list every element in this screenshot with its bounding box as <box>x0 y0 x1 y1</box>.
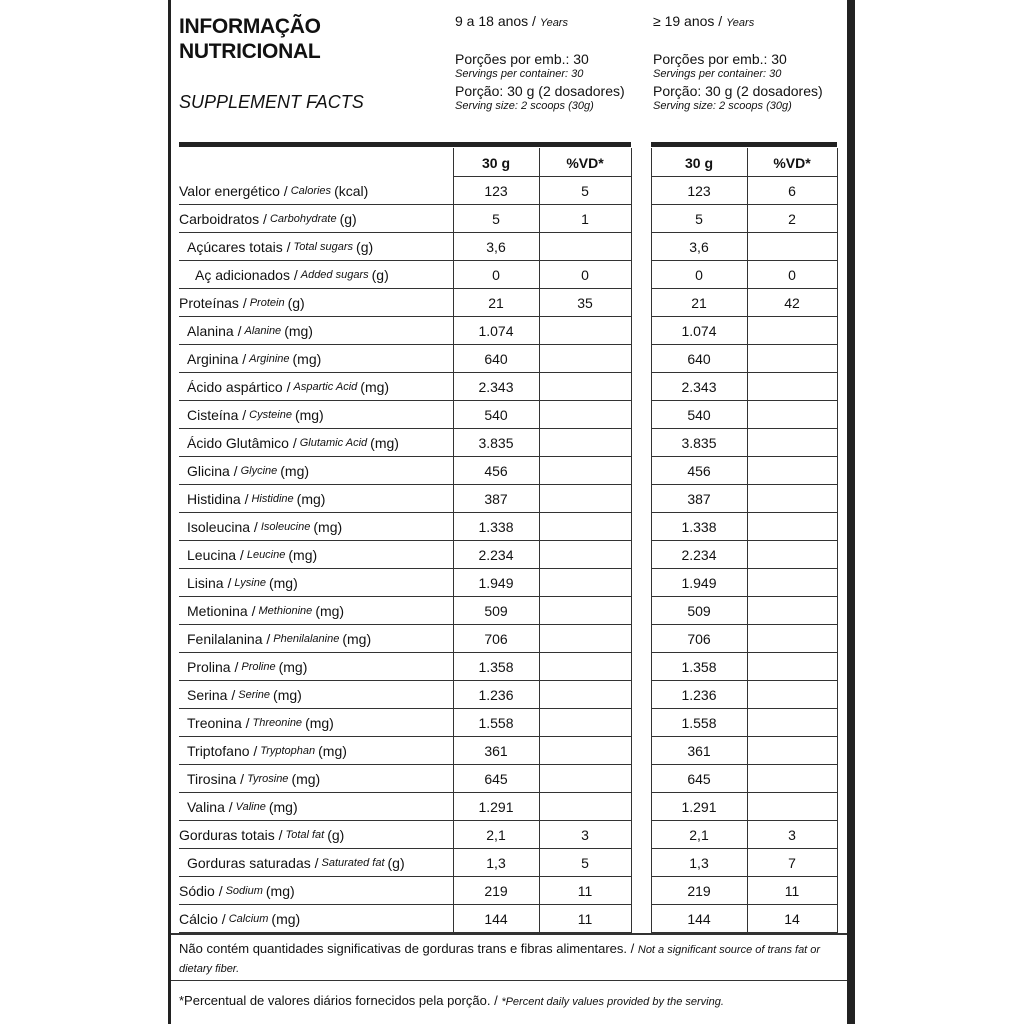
table-row <box>171 569 847 597</box>
table-row <box>171 597 847 625</box>
group-1-portion: Porção: 30 g (2 dosadores) <box>455 83 625 99</box>
group-2-amount-cell: 3.835 <box>681 435 717 451</box>
group-2-amount-cell: 1.338 <box>681 519 717 535</box>
group-2-vd-cell <box>747 345 837 373</box>
nutrient-name-en: Proline <box>241 661 276 673</box>
nutrient-name-pt: Fenilalanina / <box>187 631 271 647</box>
footnote-trans-fat-en: Not a significant source of trans fat or dietary fiber. <box>179 944 821 975</box>
group-1-amount-cell: 3.835 <box>478 435 514 451</box>
group-1-amount-cell: 2.234 <box>478 547 514 563</box>
nutrient-name-en: Glutamic Acid <box>299 437 368 449</box>
group-1-vd-cell: 0 <box>581 267 589 283</box>
group-2-amount-cell: 3,6 <box>689 239 709 255</box>
group-2-servings: Porções por emb.: 30 <box>653 51 787 67</box>
nutrient-name <box>179 793 459 821</box>
nutrient-name-pt: Valor energético / <box>179 183 288 199</box>
group-1-header <box>455 12 655 112</box>
group-2-vd-cell <box>747 597 837 625</box>
table-row <box>171 541 847 569</box>
vline-4 <box>651 148 652 933</box>
nutrient-unit: (g) <box>327 827 345 843</box>
group-1-amount-cell: 3,6 <box>486 239 506 255</box>
nutrient-unit: (g) <box>371 267 389 283</box>
nutrient-name-en: Threonine <box>252 717 303 729</box>
group-1-servings-en: Servings per container: 30 <box>455 68 584 80</box>
nutrient-name-pt: Cálcio / <box>179 911 226 927</box>
group-1-servings: Porções por emb.: 30 <box>455 51 589 67</box>
group-2-amount-cell: 540 <box>687 407 711 423</box>
nutrient-name-pt: Valina / <box>187 799 233 815</box>
group-2-vd-cell <box>747 233 837 261</box>
group-1-vd-header: %VD* <box>566 155 604 171</box>
group-2-vd-cell <box>747 541 837 569</box>
nutrient-name-pt: Proteínas / <box>179 295 247 311</box>
group-1-vd-cell <box>539 681 631 709</box>
nutrient-name-pt: Gorduras totais / <box>179 827 283 843</box>
table-row <box>171 849 847 877</box>
group-2-vd-cell <box>747 429 837 457</box>
nutrient-name-pt: Metionina / <box>187 603 256 619</box>
group-2-vd-cell: 14 <box>784 911 800 927</box>
group-1-vd-cell <box>539 429 631 457</box>
group-1-amount-cell: 456 <box>484 463 508 479</box>
group-2-vd-cell <box>747 765 837 793</box>
table-row <box>171 317 847 345</box>
nutrient-unit: (mg) <box>278 659 308 675</box>
table-row <box>171 485 847 513</box>
group-1-vd-cell <box>539 345 631 373</box>
group-1-amount-cell: 1.236 <box>478 687 514 703</box>
nutrient-name-pt: Ácido aspártico / <box>187 379 291 395</box>
group-1-amount-cell: 2,1 <box>486 827 506 843</box>
nutrient-name-pt: Alanina / <box>187 323 242 339</box>
group-2-amount-cell: 2.234 <box>681 547 717 563</box>
group-2-amount-cell: 706 <box>687 631 711 647</box>
table-row <box>171 681 847 709</box>
nutrient-name-pt: Isoleucina / <box>187 519 258 535</box>
group-1-amount-cell: 1.338 <box>478 519 514 535</box>
group-1-amount-cell: 2.343 <box>478 379 514 395</box>
nutrient-name <box>179 821 451 849</box>
nutrient-unit: (g) <box>287 295 305 311</box>
group-2-amount-cell: 21 <box>691 295 707 311</box>
nutrient-name-en: Valine <box>235 801 266 813</box>
table-row <box>171 429 847 457</box>
group-1-vd-cell <box>539 597 631 625</box>
group-1-vd-cell: 3 <box>581 827 589 843</box>
group-1-amount-cell: 1.291 <box>478 799 514 815</box>
nutrient-unit: (g) <box>356 239 374 255</box>
vline-6 <box>837 148 838 933</box>
group-1-amount-cell: 640 <box>484 351 508 367</box>
nutrient-name-en: Total fat <box>285 829 325 841</box>
nutrient-name <box>179 205 451 233</box>
table-row <box>171 289 847 317</box>
group-1-amount-header: 30 g <box>481 155 510 171</box>
group-2-amount-cell: 1.358 <box>681 659 717 675</box>
group-2-vd-cell <box>747 653 837 681</box>
nutrient-name-en: Phenilalanine <box>273 633 340 645</box>
group-1-vd-cell: 5 <box>581 183 589 199</box>
group-1-amount-cell: 509 <box>484 603 508 619</box>
group-1-vd-cell <box>539 737 631 765</box>
nutrient-name-pt: Ácido Glutâmico / <box>187 435 297 451</box>
group-2-age-en: Years <box>726 17 755 29</box>
group-1-vd-cell <box>539 317 631 345</box>
nutrient-name-en: Cysteine <box>249 409 292 421</box>
title-line-1: INFORMAÇÃO <box>179 15 321 38</box>
table-row <box>171 625 847 653</box>
table-row <box>171 793 847 821</box>
group-2-amount-cell: 1.949 <box>681 575 717 591</box>
nutrient-name-en: Alanine <box>244 325 282 337</box>
nutrient-name-pt: Arginina / <box>187 351 247 367</box>
group-2-amount-cell: 144 <box>687 911 711 927</box>
nutrient-name-en: Glycine <box>240 465 278 477</box>
nutrient-unit: (kcal) <box>334 183 369 199</box>
group-2-amount-cell: 509 <box>687 603 711 619</box>
footer-divider <box>171 980 847 981</box>
nutrient-name-pt: Lisina / <box>187 575 232 591</box>
group-2-amount-cell: 219 <box>687 883 711 899</box>
group-2-vd-cell <box>747 317 837 345</box>
table-row <box>171 457 847 485</box>
group-2-vd-cell <box>747 681 837 709</box>
nutrient-unit: (mg) <box>360 379 390 395</box>
nutrient-unit: (mg) <box>280 463 310 479</box>
group-2-amount-cell: 387 <box>687 491 711 507</box>
group-1-amount-cell: 1,3 <box>486 855 506 871</box>
nutrient-name-en: Added sugars <box>300 269 369 281</box>
footnote-daily-values-pt: *Percentual de valores diários fornecidos pela porção. / <box>179 993 498 1008</box>
group-2-vd-cell: 6 <box>788 183 796 199</box>
nutrient-name-pt: Glicina / <box>187 463 238 479</box>
group-1-vd-cell: 11 <box>577 911 593 927</box>
group-1-vd-cell: 1 <box>581 211 589 227</box>
group-2-amount-cell: 640 <box>687 351 711 367</box>
subtitle: SUPPLEMENT FACTS <box>179 92 364 112</box>
group-2-vd-cell: 42 <box>784 295 800 311</box>
group-1-amount-cell: 387 <box>484 491 508 507</box>
group-2-amount-cell: 1.291 <box>681 799 717 815</box>
table-bottom-rule <box>171 933 847 935</box>
nutrient-name <box>179 233 459 261</box>
nutrient-name <box>179 289 451 317</box>
group-1-amount-cell: 123 <box>484 183 508 199</box>
table-row <box>171 373 847 401</box>
group-2-servings-en: Servings per container: 30 <box>653 68 782 80</box>
table-row <box>171 401 847 429</box>
group-1-vd-cell <box>539 233 631 261</box>
nutrient-unit: (mg) <box>273 687 302 703</box>
vline-1 <box>453 148 454 933</box>
group-2-amount-cell: 5 <box>695 211 703 227</box>
nutrient-unit: (mg) <box>291 771 321 787</box>
group-2-amount-cell: 2.343 <box>681 379 717 395</box>
group-1-amount-cell: 1.558 <box>478 715 514 731</box>
nutrient-name <box>179 541 459 569</box>
group-1-amount-cell: 706 <box>484 631 508 647</box>
nutrient-name-en: Protein <box>249 297 285 309</box>
table-row <box>171 177 847 205</box>
group-1-age-en: Years <box>539 17 568 29</box>
group-2-vd-cell: 7 <box>788 855 796 871</box>
group-2-vd-cell <box>747 401 837 429</box>
group-1-vd-cell: 11 <box>577 883 593 899</box>
nutrient-name <box>179 513 459 541</box>
nutrient-unit: (mg) <box>288 547 318 563</box>
nutrient-name <box>179 457 459 485</box>
group-2-vd-cell <box>747 709 837 737</box>
group-2-vd-header: %VD* <box>773 155 811 171</box>
nutrient-name <box>179 737 459 765</box>
group-2-vd-cell <box>747 373 837 401</box>
nutrient-name <box>179 261 467 289</box>
nutrient-unit: (mg) <box>370 435 399 451</box>
group-2-vd-cell: 3 <box>788 827 796 843</box>
footnote-daily-values-en: *Percent daily values provided by the serving. <box>501 996 724 1008</box>
nutrient-name <box>179 485 459 513</box>
group-2-portion-en: Serving size: 2 scoops (30g) <box>653 100 792 112</box>
table-row <box>171 261 847 289</box>
nutrient-name-pt: Treonina / <box>187 715 250 731</box>
footnote-trans-fat <box>179 940 839 978</box>
nutrient-name-pt: Leucina / <box>187 547 244 563</box>
group-1-amount-cell: 1.949 <box>478 575 514 591</box>
group-2-amount-cell: 1,3 <box>689 855 709 871</box>
nutrient-name <box>179 345 459 373</box>
nutrient-name-pt: Aç adicionados / <box>195 267 298 283</box>
group-1-amount-cell: 0 <box>492 267 500 283</box>
table-row <box>171 737 847 765</box>
nutrient-name <box>179 681 459 709</box>
nutrient-unit: (mg) <box>265 883 295 899</box>
nutrient-name-pt: Açúcares totais / <box>187 239 291 255</box>
vline-5 <box>747 148 748 933</box>
nutrient-name <box>179 653 459 681</box>
nutrient-name-en: Arginine <box>249 353 290 365</box>
nutrient-name-en: Carbohydrate <box>269 213 337 225</box>
group-1-age: 9 a 18 anos / <box>455 13 536 29</box>
nutrient-name <box>179 905 451 933</box>
nutrient-name <box>179 877 451 905</box>
nutrient-name <box>179 765 459 793</box>
table-row <box>171 709 847 737</box>
nutrient-name-en: Tryptophan <box>260 745 316 757</box>
group-2-amount-cell: 456 <box>687 463 711 479</box>
group-1-amount-cell: 144 <box>484 911 508 927</box>
nutrient-name-en: Leucine <box>246 549 286 561</box>
nutrient-name-en: Sodium <box>225 885 263 897</box>
group-1-amount-cell: 219 <box>484 883 508 899</box>
group-1-vd-cell <box>539 709 631 737</box>
vline-2 <box>539 148 540 933</box>
title-line-2: NUTRICIONAL <box>179 40 321 63</box>
footnote-daily-values <box>179 992 839 1011</box>
group-1-portion-en: Serving size: 2 scoops (30g) <box>455 100 594 112</box>
nutrient-name-en: Isoleucine <box>260 521 311 533</box>
nutrient-name-pt: Cisteína / <box>187 407 247 423</box>
nutrient-unit: (mg) <box>296 491 326 507</box>
nutrient-name <box>179 429 459 457</box>
footnote-trans-fat-pt: Não contém quantidades significativas de gorduras trans e fibras alimentares. / <box>179 941 635 956</box>
nutrient-name <box>179 569 459 597</box>
group-2-header <box>653 12 853 112</box>
group-1-vd-cell <box>539 401 631 429</box>
group-1-vd-cell <box>539 765 631 793</box>
nutrient-name <box>179 177 451 205</box>
nutrient-name <box>179 625 459 653</box>
nutrient-unit: (mg) <box>305 715 334 731</box>
table-row <box>171 765 847 793</box>
group-1-vd-cell: 5 <box>581 855 589 871</box>
nutrition-table <box>171 177 847 933</box>
nutrient-name-en: Methionine <box>258 605 313 617</box>
group-2-vd-cell <box>747 737 837 765</box>
table-row <box>171 653 847 681</box>
nutrient-unit: (mg) <box>313 519 343 535</box>
header-rule-right <box>651 142 837 147</box>
nutrient-name-pt: Prolina / <box>187 659 239 675</box>
group-1-amount-cell: 361 <box>484 743 508 759</box>
group-1-vd-cell <box>539 541 631 569</box>
group-2-vd-cell: 2 <box>788 211 796 227</box>
nutrient-name <box>179 401 459 429</box>
group-2-vd-cell <box>747 793 837 821</box>
group-1-vd-cell <box>539 513 631 541</box>
nutrient-unit: (mg) <box>318 743 347 759</box>
nutrient-name-en: Saturated fat <box>321 857 385 869</box>
group-1-vd-cell <box>539 653 631 681</box>
table-row <box>171 821 847 849</box>
nutrient-unit: (mg) <box>268 575 298 591</box>
nutrient-name-pt: Triptofano / <box>187 743 258 759</box>
group-2-vd-cell: 0 <box>788 267 796 283</box>
nutrient-name-pt: Histidina / <box>187 491 249 507</box>
nutrient-name-en: Histidine <box>251 493 294 505</box>
group-1-vd-cell: 35 <box>577 295 593 311</box>
vline-3 <box>631 148 632 933</box>
nutrient-name <box>179 709 459 737</box>
group-2-amount-cell: 123 <box>687 183 711 199</box>
nutrient-name-en: Aspartic Acid <box>293 381 358 393</box>
nutrient-name-en: Calcium <box>228 913 269 925</box>
group-2-vd-cell <box>747 625 837 653</box>
table-row <box>171 205 847 233</box>
table-row <box>171 877 847 905</box>
nutrient-unit: (mg) <box>284 323 313 339</box>
nutrient-name <box>179 317 459 345</box>
nutrient-unit: (g) <box>339 211 357 227</box>
group-1-vd-cell <box>539 485 631 513</box>
group-1-amount-cell: 1.074 <box>478 323 514 339</box>
nutrient-unit: (mg) <box>268 799 298 815</box>
table-row <box>171 513 847 541</box>
group-2-amount-cell: 1.236 <box>681 687 717 703</box>
header-rule-left <box>179 142 631 147</box>
nutrient-name-en: Lysine <box>234 577 266 589</box>
nutrient-name-en: Total sugars <box>293 241 354 253</box>
table-row <box>171 345 847 373</box>
nutrient-unit: (mg) <box>294 407 324 423</box>
nutrient-unit: (g) <box>387 855 405 871</box>
nutrient-name-pt: Tirosina / <box>187 771 245 787</box>
table-row <box>171 233 847 261</box>
nutrient-name <box>179 373 459 401</box>
nutrient-name-pt: Gorduras saturadas / <box>187 855 319 871</box>
nutrient-name-en: Serine <box>238 689 271 701</box>
nutrient-unit: (mg) <box>342 631 372 647</box>
table-row <box>171 905 847 933</box>
group-2-amount-cell: 2,1 <box>689 827 709 843</box>
nutrient-unit: (mg) <box>271 911 301 927</box>
nutrient-name-pt: Serina / <box>187 687 236 703</box>
group-1-amount-cell: 21 <box>488 295 504 311</box>
nutrient-unit: (mg) <box>315 603 345 619</box>
nutrient-name <box>179 849 459 877</box>
group-1-vd-cell <box>539 569 631 597</box>
nutrient-name <box>179 597 459 625</box>
group-2-vd-cell <box>747 513 837 541</box>
group-1-amount-cell: 1.358 <box>478 659 514 675</box>
nutrient-unit: (mg) <box>292 351 322 367</box>
group-2-vd-cell <box>747 569 837 597</box>
group-2-amount-cell: 645 <box>687 771 711 787</box>
nutrient-name-en: Tyrosine <box>247 773 289 785</box>
group-1-vd-cell <box>539 793 631 821</box>
group-1-vd-cell <box>539 625 631 653</box>
group-2-portion: Porção: 30 g (2 dosadores) <box>653 83 823 99</box>
group-1-amount-cell: 540 <box>484 407 508 423</box>
group-2-amount-header: 30 g <box>684 155 713 171</box>
nutrition-label <box>168 0 855 1024</box>
group-2-amount-cell: 1.074 <box>681 323 717 339</box>
nutrient-name-en: Calories <box>290 185 332 197</box>
group-2-vd-cell: 11 <box>784 883 800 899</box>
group-2-vd-cell <box>747 457 837 485</box>
group-2-amount-cell: 1.558 <box>681 715 717 731</box>
group-1-amount-cell: 645 <box>484 771 508 787</box>
nutrient-name-pt: Sódio / <box>179 883 223 899</box>
group-1-vd-cell <box>539 457 631 485</box>
group-2-amount-cell: 0 <box>695 267 703 283</box>
group-1-vd-cell <box>539 373 631 401</box>
group-2-age: ≥ 19 anos / <box>653 13 723 29</box>
group-2-vd-cell <box>747 485 837 513</box>
nutrient-name-pt: Carboidratos / <box>179 211 267 227</box>
group-1-amount-cell: 5 <box>492 211 500 227</box>
group-2-amount-cell: 361 <box>687 743 711 759</box>
